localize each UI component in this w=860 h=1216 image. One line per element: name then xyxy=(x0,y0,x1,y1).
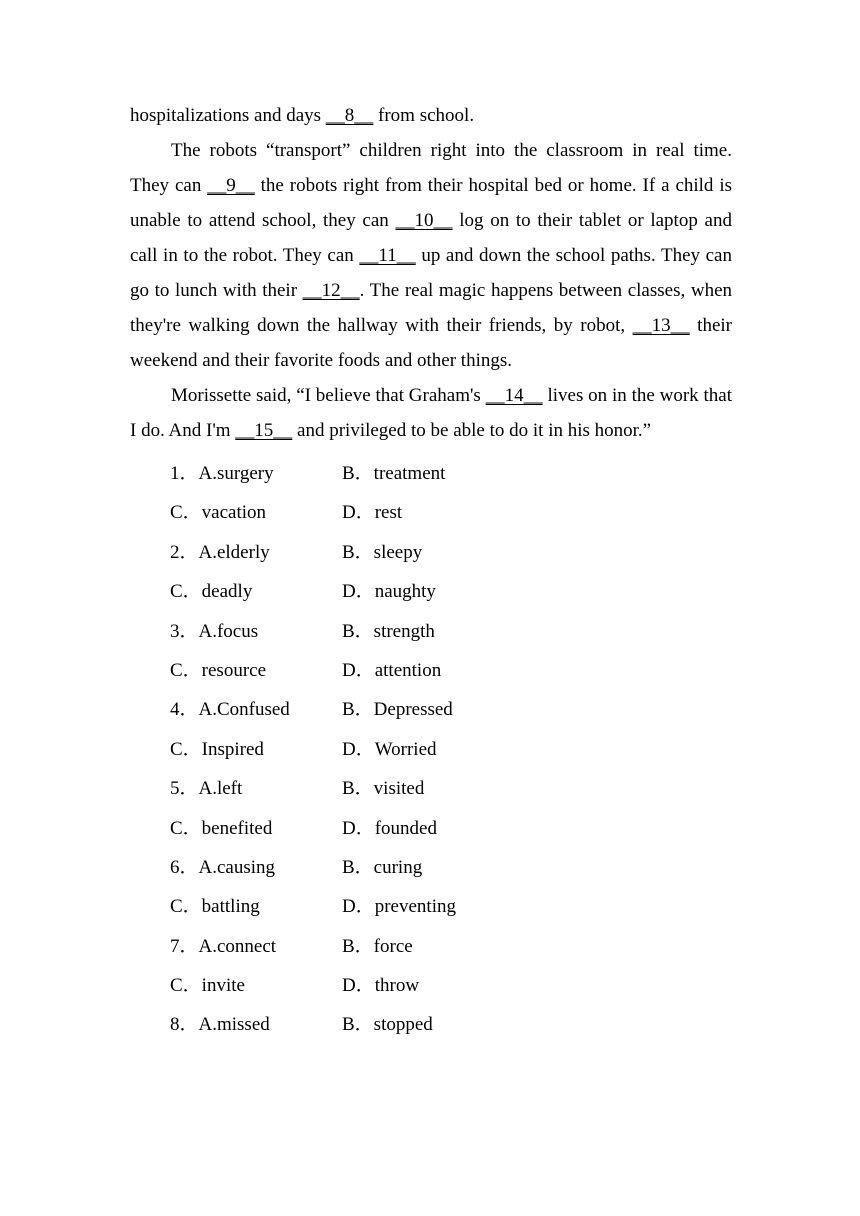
blank-11: __11__ xyxy=(359,245,416,266)
option-row xyxy=(170,809,732,848)
option-right: B．Depressed xyxy=(342,699,453,721)
option-right: D．Worried xyxy=(342,738,437,760)
option-right: B．treatment xyxy=(342,463,446,484)
option-left: 8．A.missed xyxy=(170,1014,270,1036)
option-right: B．sleepy xyxy=(342,541,423,563)
option-left: 1．A.surgery xyxy=(170,463,274,484)
option-left: 4．A.Confused xyxy=(170,699,290,721)
option-row xyxy=(170,454,732,493)
option-left: C．battling xyxy=(170,896,260,918)
passage-paragraph-1 xyxy=(130,98,732,133)
passage-paragraph-2 xyxy=(130,133,732,378)
blank-13: __13__ xyxy=(632,315,690,336)
passage-text: from school. xyxy=(373,105,475,126)
blank-12: __12__ xyxy=(302,280,360,301)
option-row xyxy=(170,651,732,690)
option-row xyxy=(170,1005,732,1044)
option-right: D．rest xyxy=(342,502,403,524)
passage-text: up and down the school paths. They can go to lunch with their xyxy=(130,245,732,301)
option-right: B．visited xyxy=(342,778,425,800)
option-right: D．attention xyxy=(342,659,442,681)
blank-14: __14__ xyxy=(485,385,543,406)
option-row xyxy=(170,572,732,611)
option-row xyxy=(170,493,732,532)
blank-8: __8__ xyxy=(325,105,374,126)
blank-9: __9__ xyxy=(207,175,255,196)
passage-text: hospitalizations and days xyxy=(130,105,326,126)
option-left: C．deadly xyxy=(170,581,253,603)
answer-options xyxy=(170,454,732,1045)
option-left: 2．A.elderly xyxy=(170,541,270,563)
option-row xyxy=(170,769,732,808)
option-left: C．Inspired xyxy=(170,738,264,760)
option-row xyxy=(170,730,732,769)
option-left: C．benefited xyxy=(170,817,273,839)
passage-text: log on to their tablet or laptop and call in to the robot. They can xyxy=(130,210,732,266)
option-row xyxy=(170,927,732,966)
option-right: D．founded xyxy=(342,817,437,839)
option-left: 3．A.focus xyxy=(170,620,259,642)
option-row xyxy=(170,887,732,926)
option-row xyxy=(170,966,732,1005)
option-left: C．resource xyxy=(170,659,267,681)
blank-10: __10__ xyxy=(395,210,453,231)
document-page xyxy=(130,98,732,1045)
passage-text: Morissette said, “I believe that Graham's xyxy=(171,385,486,406)
option-left: 5．A.left xyxy=(170,778,243,800)
option-right: D．throw xyxy=(342,975,420,997)
option-right: B．stopped xyxy=(342,1014,433,1036)
passage-text: their weekend and their favorite foods and other things. xyxy=(130,315,732,371)
option-right: B．curing xyxy=(342,856,423,878)
passage-text: and privileged to be able to do it in his honor.” xyxy=(292,420,652,441)
option-row xyxy=(170,690,732,729)
passage-text: lives on in the work that I do. And I'm xyxy=(130,385,733,441)
blank-15: __15__ xyxy=(235,420,293,441)
passage-text: The robots “transport” children right into the classroom in real time. They can xyxy=(130,140,732,196)
option-left: 7．A.connect xyxy=(170,935,277,957)
option-left: C．invite xyxy=(170,975,245,997)
option-row xyxy=(170,848,732,887)
passage-text: . The real magic happens between classes, when they're walking down the hallway with their friends, by robot, xyxy=(130,280,732,336)
option-row xyxy=(170,533,732,572)
passage-paragraph-3 xyxy=(130,378,732,448)
option-right: B．force xyxy=(342,935,413,957)
option-left: 6．A.causing xyxy=(170,856,276,878)
option-right: D．preventing xyxy=(342,896,456,918)
passage-text: the robots right from their hospital bed or home. If a child is unable to attend school, they can xyxy=(130,175,733,231)
option-left: C．vacation xyxy=(170,502,267,524)
option-right: D．naughty xyxy=(342,581,436,603)
option-right: B．strength xyxy=(342,620,435,642)
option-row xyxy=(170,612,732,651)
